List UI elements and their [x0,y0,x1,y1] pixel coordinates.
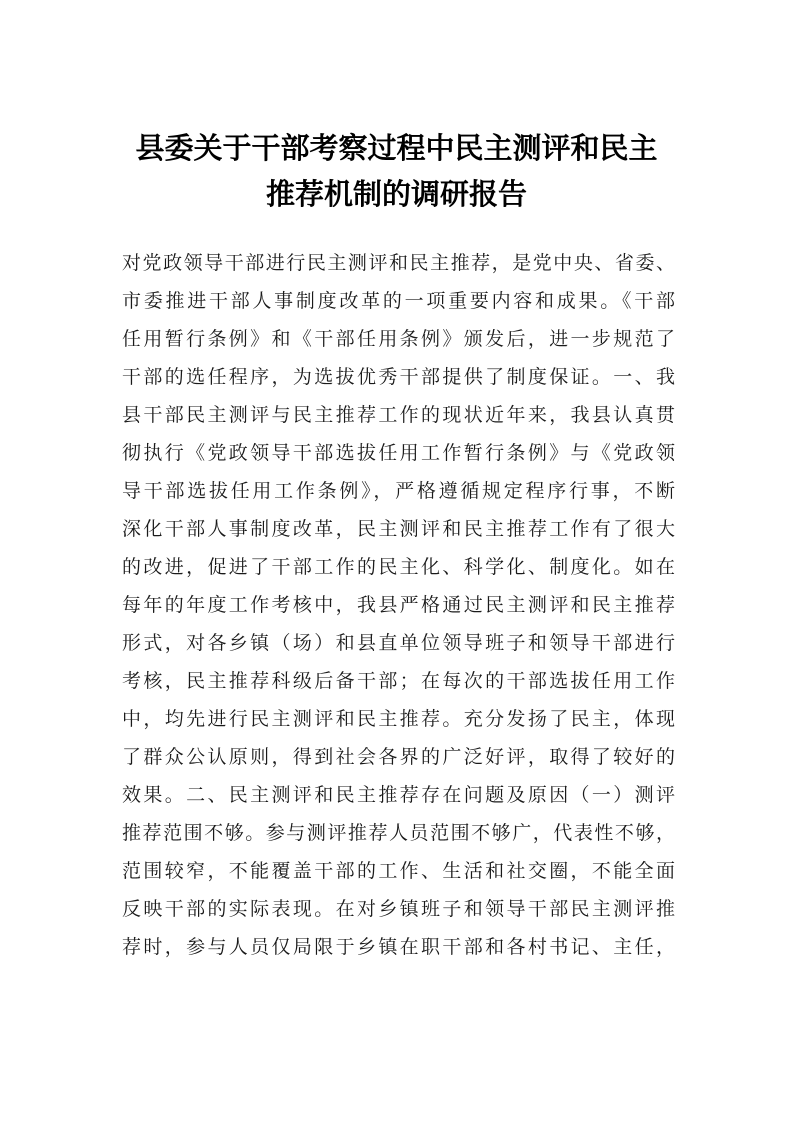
body-line: 市委推进干部人事制度改革的一项重要内容和成果。《干部 [122,290,675,312]
document-title-line-2: 推荐机制的调研报告 [265,177,527,211]
body-line: 了群众公认原则，得到社会各界的广泛好评，取得了较好的 [122,746,675,768]
document-title-line-1: 县委关于干部考察过程中民主测评和民主 [135,131,658,165]
body-line: 干部的选任程序，为选拔优秀干部提供了制度保证。一、我 [122,366,675,388]
body-line: 任用暂行条例》和《干部任用条例》颁发后，进一步规范了 [122,328,675,350]
body-line: 反映干部的实际表现。在对乡镇班子和领导干部民主测评推 [122,898,675,920]
body-line: 荐时，参与人员仅局限于乡镇在职干部和各村书记、主任， [122,936,675,958]
body-line: 每年的年度工作考核中，我县严格通过民主测评和民主推荐 [122,594,675,616]
body-line: 效果。二、民主测评和民主推荐存在问题及原因（一）测评 [122,784,675,806]
body-line: 深化干部人事制度改革，民主测评和民主推荐工作有了很大 [122,518,675,540]
body-line: 形式，对各乡镇（场）和县直单位领导班子和领导干部进行 [122,632,675,654]
body-line: 导干部选拔任用工作条例》，严格遵循规定程序行事，不断 [122,480,675,502]
body-line: 对党政领导干部进行民主测评和民主推荐，是党中央、省委、 [122,252,675,274]
body-line: 中，均先进行民主测评和民主推荐。充分发扬了民主，体现 [122,708,675,730]
body-line: 范围较窄，不能覆盖干部的工作、生活和社交圈，不能全面 [122,860,675,882]
body-line: 彻执行《党政领导干部选拔任用工作暂行条例》与《党政领 [122,442,675,464]
document-body [122,244,682,966]
body-line: 考核，民主推荐科级后备干部；在每次的干部选拔任用工作 [122,670,675,692]
body-line: 的改进，促进了干部工作的民主化、科学化、制度化。如在 [122,556,675,578]
body-line: 推荐范围不够。参与测评推荐人员范围不够广，代表性不够， [122,822,675,844]
body-line: 县干部民主测评与民主推荐工作的现状近年来，我县认真贯 [122,404,675,426]
